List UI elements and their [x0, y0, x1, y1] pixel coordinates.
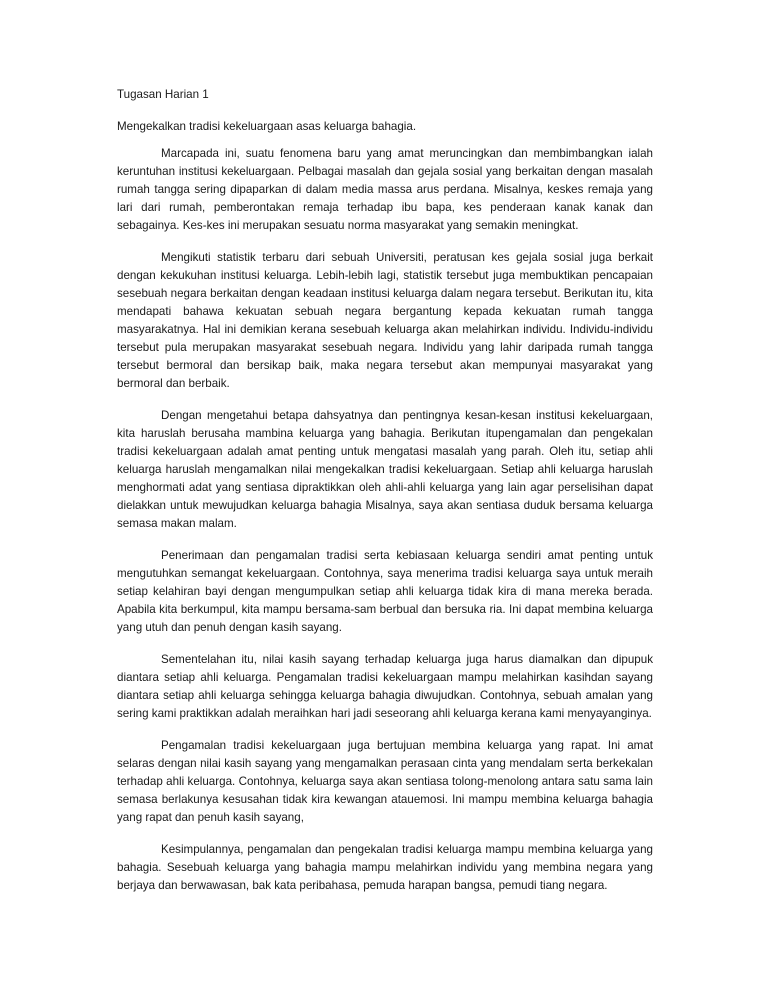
paragraph-closeness: Pengamalan tradisi kekeluargaan juga bertujuan membina keluarga yang rapat. Ini amat selaras dengan nilai kasih sayang yang mengamalkan perasaan cinta yang mendalam serta berkekalan terhadap ahli keluarga. Contohnya, keluarga saya akan sentiasa tolong-menolong antara satu sama lain semasa berlakunya kesusahan tidak kira kewangan atauemosi. Ini mampu membina keluarga bahagia yang rapat dan penuh kasih sayang,	[117, 739, 653, 824]
paragraph-intro: Marcapada ini, suatu fenomena baru yang amat meruncingkan dan membimbangkan ialah keruntuhan institusi kekeluargaan. Pelbagai masalah dan gejala sosial yang berkaitan dengan masalah rumah tangga sering dipaparkan di dalam media massa arus perdana. Misalnya, keskes remaja yang lari dari rumah, pemberontakan remaja terhadap ibu bapa, kes penderaan kanak kanak dan sebagainya. Kes-kes ini merupakan sesuatu norma masyarakat yang semakin meningkat.	[117, 147, 653, 232]
document-title: Tugasan Harian 1	[117, 88, 209, 101]
document-subtitle: Mengekalkan tradisi kekeluargaan asas keluarga bahagia.	[117, 120, 417, 133]
paragraph-affection: Sementelahan itu, nilai kasih sayang terhadap keluarga juga harus diamalkan dan dipupuk diantara setiap ahli keluarga. Pengamalan tradisi kekeluargaan mampu melahirkan kasihdan sayang diantara setiap ahli keluarga sehingga keluarga bahagia diwujudkan. Contohnya, sebuah amalan yang sering kami praktikkan adalah meraihkan hari jadi seseorang ahli keluarga kerana kami menyayanginya.	[117, 653, 653, 720]
paragraph-importance: Dengan mengetahui betapa dahsyatnya dan pentingnya kesan-kesan institusi kekeluargaan, kita haruslah berusaha mambina keluarga yang bahagia. Berikutan itupengamalan dan pengekalan tradisi kekeluargaan adalah amat penting untuk mengatasi masalah yang parah. Oleh itu, setiap ahli keluarga haruslah mengamalkan nilai mengekalkan tradisi kekeluargaan. Setiap ahli keluarga haruslah menghormati adat yang sentiasa dipraktikkan oleh ahli-ahli keluarga yang lain agar perselisihan dapat dielakkan untuk mewujudkan keluarga bahagia Misalnya, saya akan sentiasa duduk bersama keluarga semasa makan malam.	[117, 409, 653, 530]
paragraph-statistics: Mengikuti statistik terbaru dari sebuah Universiti, peratusan kes gejala sosial juga berkait dengan kekukuhan institusi keluarga. Lebih-lebih lagi, statistik tersebut juga membuktikan pencapaian sesebuah negara berkaitan dengan keadaan institusi keluarga dalam negara tersebut. Berikutan itu, kita mendapati bahawa kekuatan sebuah negara bergantung kepada kekuatan rumah tangga masyarakatnya. Hal ini demikian kerana sesebuah keluarga akan melahirkan individu. Individu-individu tersebut pula merupakan masyarakat sesebuah negara. Individu yang lahir daripada rumah tangga tersebut bermoral dan bersikap baik, maka negara tersebut akan mempunyai masyarakat yang bermoral dan berbaik.	[117, 251, 653, 390]
document-body	[117, 145, 653, 909]
paragraph-conclusion: Kesimpulannya, pengamalan dan pengekalan tradisi keluarga mampu membina keluarga yang bahagia. Sesebuah keluarga yang bahagia mampu melahirkan individu yang membina negara yang berjaya dan berwawasan, bak kata peribahasa, pemuda harapan bangsa, pemudi tiang negara.	[117, 843, 653, 892]
paragraph-acceptance: Penerimaan dan pengamalan tradisi serta kebiasaan keluarga sendiri amat penting untuk mengutuhkan semangat kekeluargaan. Contohnya, saya menerima tradisi keluarga saya untuk meraih setiap kelahiran bayi dengan mengumpulkan setiap ahli keluarga tidak kira di mana mereka berada. Apabila kita berkumpul, kita mampu bersama-sam berbual dan bersuka ria. Ini dapat membina keluarga yang utuh dan penuh dengan kasih sayang.	[117, 549, 653, 634]
